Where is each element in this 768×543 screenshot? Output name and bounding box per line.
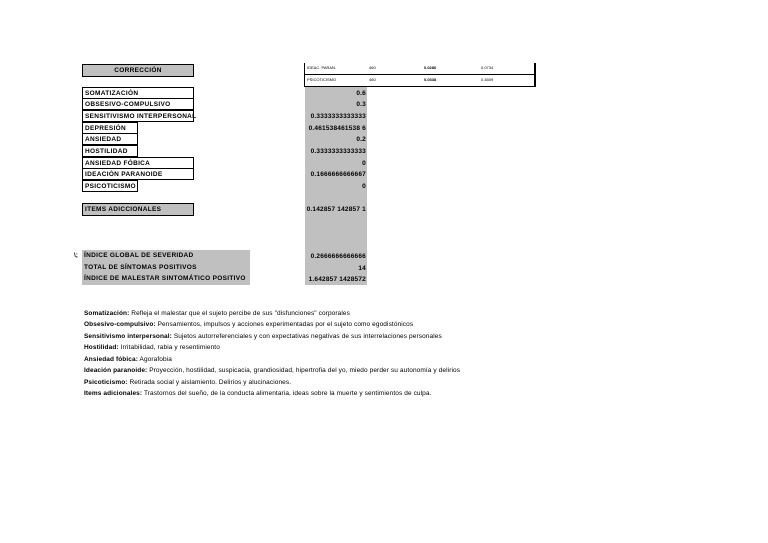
summary-value-total-sintomas: 14: [358, 265, 366, 272]
note-term: Ansiedad fóbica:: [84, 356, 138, 363]
scale-value-somatizacion: 0.6: [356, 90, 366, 97]
note-text: Agorafobia: [137, 356, 172, 363]
scale-label-somatizacion: SOMATIZACIÓN: [82, 87, 194, 99]
note-term: Items adicionales:: [84, 390, 143, 397]
summary-label-indice-malestar: ÍNDICE DE MALESTAR SINTOMÁTICO POSITIVO: [84, 275, 246, 282]
side-table-row-c2: 0.0338: [424, 77, 437, 82]
note-ansiedad-fobica: [84, 355, 172, 365]
summary-label-total-sintomas: TOTAL DE SÍNTOMAS POSITIVOS: [84, 264, 197, 271]
side-table: [304, 63, 536, 87]
note-text: Trastornos del sueño, de la conducta alimentaria, ideas sobre la muerte y sentimientos de culpa.: [142, 390, 432, 397]
scale-label-depresion: DEPRESIÓN: [82, 122, 138, 134]
scale-label-psicoticismo: PSICOTICISMO: [82, 180, 138, 192]
note-term: Hostilidad:: [84, 344, 119, 351]
scale-value-ansiedad-fobica: 0: [362, 160, 366, 167]
note-term: Somatización:: [84, 310, 130, 317]
side-table-right-border: [534, 63, 536, 87]
scale-label-sensitivismo: SENSITIVISMO INTERPERSONAL: [82, 110, 194, 122]
scale-value-depresion: 0.461538461538 6: [308, 125, 366, 132]
scale-value-psicoticismo: 0: [362, 183, 366, 190]
note-text: Proyección, hostilidad, suspicacia, grandiosidad, hipertrofia del yo, miedo perder su autonomía y delirios: [147, 367, 461, 374]
summary-value-indice-global: 0.2666666666666: [310, 253, 366, 260]
note-text: Sujetos autorreferenciales y con expectativas negativas de sus interrelaciones personales: [171, 333, 442, 340]
note-term: Ideación paranoide:: [84, 367, 148, 374]
correccion-header: CORRECCIÓN: [82, 64, 194, 77]
note-items-adicionales: [84, 389, 432, 399]
note-sensitivismo: [84, 332, 442, 342]
side-table-row-label: PSICOTICISMO: [307, 77, 337, 82]
scale-value-hostilidad: 0.3333333333333: [310, 148, 366, 155]
note-text: Irritabilidad, rabia y resentimiento: [118, 344, 220, 351]
scale-value-ansiedad: 0.2: [356, 136, 366, 143]
summary-value-indice-malestar: 1.642857 1428572: [308, 276, 366, 283]
note-obsesivo-compulsivo: [84, 320, 413, 330]
side-table-row-c3: 0.0734: [481, 65, 494, 70]
note-psicoticismo: [84, 378, 291, 388]
side-table-row-c2: 0.0286: [424, 65, 437, 70]
side-table-bottom-border: [304, 86, 536, 87]
side-table-row-c1: 460: [369, 65, 376, 70]
note-text: Retirada social y aislamiento. Delirios y alucinaciones.: [127, 379, 292, 386]
scale-label-ansiedad-fobica: ANSIEDAD FÓBICA: [82, 157, 194, 169]
summary-label-indice-global: ÍNDICE GLOBAL DE SEVERIDAD: [84, 252, 194, 259]
side-table-row-label: IDEAC. PARAN.: [307, 65, 337, 70]
side-table-mid-divider: [304, 74, 536, 75]
note-term: Obsesivo-compulsivo:: [84, 321, 156, 328]
note-term: Sensitivismo interpersonal:: [84, 333, 172, 340]
scale-value-obsesivo-compulsivo: 0.3: [356, 101, 366, 108]
side-table-row-c1: 460: [369, 77, 376, 82]
items-adicionales-value: 0.142857 142857 1: [306, 206, 366, 213]
side-table-left-border: [304, 63, 305, 87]
side-table-row-c3: 0.4509: [481, 77, 494, 82]
scale-label-hostilidad: HOSTILIDAD: [82, 145, 138, 157]
note-text: Pensamientos, impulsos y acciones experimentadas por el sujeto como egodistónicos: [155, 321, 414, 328]
note-term: Psicoticismo:: [84, 379, 128, 386]
items-adicionales-label: ITEMS ADICCIONALES: [82, 203, 194, 216]
scale-label-obsesivo-compulsivo: OBSESIVO-COMPULSIVO: [82, 98, 194, 110]
scale-label-ideacion-paranoide: IDEACIÓN PARANOIDE: [82, 168, 194, 180]
scale-value-sensitivismo: 0.3333333333333: [310, 113, 366, 120]
scale-value-ideacion-paranoide: 0.1666666666667: [310, 171, 366, 178]
note-hostilidad: [84, 343, 220, 353]
scale-label-ansiedad: ANSIEDAD: [82, 133, 138, 145]
note-somatizacion: [84, 309, 350, 319]
summary-marker: \;: [74, 252, 78, 259]
note-ideacion-paranoide: [84, 366, 460, 376]
note-text: Refleja el malestar que el sujeto percibe de sus "disfunciones" corporales: [129, 310, 350, 317]
